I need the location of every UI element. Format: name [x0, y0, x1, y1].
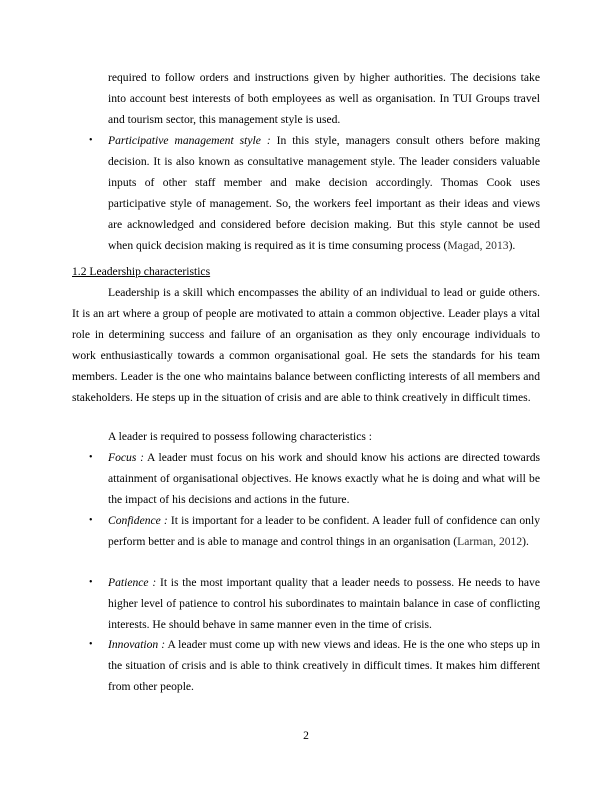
participative-style-item: [108, 130, 540, 257]
citation-close: ).: [522, 535, 529, 549]
page-number: 2: [303, 729, 309, 742]
characteristic-item-innovation: [108, 634, 540, 697]
characteristic-term: Focus :: [108, 451, 144, 464]
leadership-paragraph: Leadership is a skill which encompasses the ability of an individual to lead or guide others. It is an art where a group of people are motivated to attain a common objective. Leader plays a vital role in determining success and failure of an organisation as they only encourage individuals to work enthusiastically towards a common organisational goal. He sets the standards for his team members. Leader is the one who maintains balance between conflicting interests of all members and stakeholders. He steps up in the situation of crisis and are able to think creatively in difficult times.: [72, 286, 540, 405]
characteristic-body: It is important for a leader to be confident. A leader full of confidence can only perform better and is able to manage and control things in an organisation (: [108, 514, 540, 549]
characteristic-term: Patience :: [108, 576, 157, 589]
citation: Larman, 2012: [457, 535, 523, 549]
characteristic-item-patience: [108, 572, 540, 635]
characteristic-term: Confidence :: [108, 514, 168, 527]
citation-close: ).: [508, 239, 516, 253]
characteristic-body: It is the most important quality that a leader needs to possess. He needs to have higher level of patience to control his subordinates to maintain balance in case of conflicting interests. He should behave in same manner even in the time of crisis.: [108, 576, 540, 632]
characteristic-term: Innovation :: [108, 638, 166, 651]
bullet-icon: •: [89, 135, 93, 146]
bullet-icon: •: [89, 577, 93, 588]
characteristic-item-focus: [108, 447, 540, 510]
characteristics-intro: A leader is required to possess following characteristics :: [108, 430, 373, 443]
participative-style-term: Participative management style :: [108, 134, 271, 147]
section-heading: 1.2 Leadership characteristics: [72, 265, 211, 278]
characteristic-body: A leader must focus on his work and should know his actions are directed towards attainment of organisational objectives. He knows exactly what he is doing and what will be the impact of his decisions and actions in the future.: [108, 451, 541, 507]
citation: Magad, 2013: [447, 239, 509, 253]
characteristic-body: A leader must come up with new views and ideas. He is the one who steps up in the situation of crisis and is able to think creatively in difficult times. It makes him different from other people.: [108, 638, 540, 694]
bullet-icon: •: [89, 452, 93, 463]
characteristic-item-confidence: [108, 510, 540, 552]
bullet-icon: •: [89, 639, 93, 650]
participative-style-body: In this style, managers consult others before making decision. It is also known as consultative management style. The leader considers valuable inputs of other staff member and make decision accordingly. Thomas Cook uses participative style of management. So, the workers feel important as their ideas and views are acknowledged and considered before decision making. But this style cannot be used when quick decision making is required as it is time consuming process (: [108, 134, 540, 253]
continuation-paragraph: required to follow orders and instructions given by higher authorities. The decisions take into account best interests of both employees as well as organisation. In TUI Groups travel and tourism sector, this management style is used.: [108, 71, 540, 127]
bullet-icon: •: [89, 515, 93, 526]
